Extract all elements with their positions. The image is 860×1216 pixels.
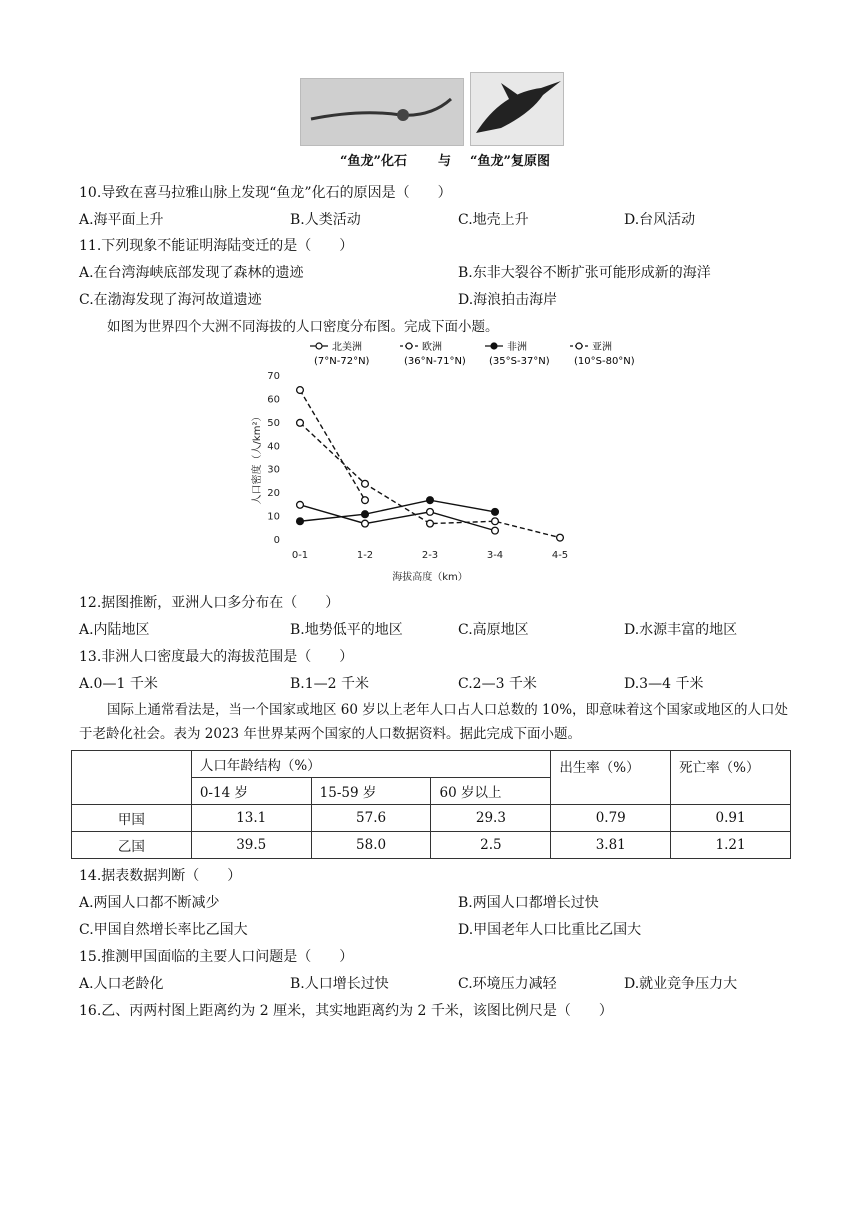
data-point [297,419,304,426]
data-point [427,508,434,515]
q15-option-a[interactable]: A.人口老龄化 [79,976,164,992]
question-16: 16.乙、丙两村图上距离约为 2 厘米，其实地距离约为 2 千米，该图比例尺是（ ） [79,1003,613,1019]
legend-range: (10°S-80°N) [574,356,635,367]
q12-option-a[interactable]: A.内陆地区 [79,622,150,638]
cell-0-14: 13.1 [191,805,311,832]
question-11: 11.下列现象不能证明海陆变迁的是（ ） [79,238,354,254]
question-13: 13.非洲人口密度最大的海拔范围是（ ） [79,649,354,665]
fossil-caption-connector: 与 [438,154,452,169]
fossil-image [301,79,463,145]
cell-death-rate: 0.91 [671,805,791,832]
question-12: 12.据图推断，亚洲人口多分布在（ ） [79,595,340,611]
q14-option-d[interactable]: D.甲国老年人口比重比乙国大 [458,922,642,938]
data-point [492,527,499,534]
y-tick-label: 70 [267,371,280,382]
population-table [71,750,791,859]
table-row [72,832,791,859]
q15-option-d[interactable]: D.就业竞争压力大 [624,976,738,992]
cell-birth-rate: 3.81 [551,832,671,859]
data-point [297,501,304,508]
q14-option-b[interactable]: B.两国人口都增长过快 [458,895,599,911]
q13-option-a[interactable]: A.0—1 千米 [79,676,158,692]
age-60-header: 60 岁以上 [431,778,551,805]
x-tick-label: 2-3 [421,550,439,561]
y-tick-label: 10 [267,511,280,523]
y-tick-label: 0 [273,535,280,546]
q11-option-b[interactable]: B.东非大裂谷不断扩张可能形成新的海洋 [458,265,711,281]
fossil-caption: “鱼龙”化石 [340,154,407,169]
q10-option-b[interactable]: B.人类活动 [290,212,361,228]
legend-marker [491,343,497,349]
fossil-photo [300,78,464,146]
q10-option-c[interactable]: C.地壳上升 [458,212,529,228]
q11-option-a[interactable]: A.在台湾海峡底部发现了森林的遗迹 [79,265,304,281]
age-0-14-header: 0-14 岁 [191,778,311,805]
data-point [362,520,369,527]
y-tick-label: 60 [267,394,280,406]
data-point [427,497,434,504]
q11-option-d[interactable]: D.海浪拍击海岸 [458,292,558,308]
restoration-caption: “鱼龙”复原图 [470,154,550,169]
age-15-59-header: 15-59 岁 [311,778,431,805]
q14-option-a[interactable]: A.两国人口都不断减少 [79,895,220,911]
data-point [362,511,369,518]
q15-option-c[interactable]: C.环境压力减轻 [458,976,557,992]
cell-60: 2.5 [431,832,551,859]
legend-range: (7°N-72°N) [314,356,370,367]
table-row [72,805,791,832]
data-point [427,520,434,527]
country-name: 乙国 [72,832,192,859]
q14-option-c[interactable]: C.甲国自然增长率比乙国大 [79,922,248,938]
data-point [297,518,304,525]
data-point [297,387,304,394]
question-10: 10.导致在喜马拉雅山脉上发现“鱼龙”化石的原因是（ ） [79,185,452,201]
series-line-3 [300,390,365,500]
data-point [492,518,499,525]
q10-option-a[interactable]: A.海平面上升 [79,212,164,228]
legend-marker [576,343,582,349]
question-15: 15.推测甲国面临的主要人口问题是（ ） [79,949,354,965]
ichthyosaur-drawing [471,73,563,145]
x-tick-label: 0-1 [291,550,309,561]
legend-range: (35°S-37°N) [489,356,550,367]
y-tick-label: 40 [267,441,280,453]
y-tick-label: 30 [267,464,280,476]
ichthyosaur-restoration [470,72,564,146]
y-tick-label: 20 [267,488,280,500]
table-corner-cell [72,751,192,805]
legend-range: (36°N-71°N) [404,356,466,367]
population-density-chart [240,340,650,585]
legend-entry: 北美洲 [332,342,362,353]
data-point [557,534,564,541]
data-point [492,508,499,515]
legend-entry: 非洲 [507,342,527,353]
legend-entry: 亚洲 [592,342,612,353]
legend-marker [316,343,322,349]
data-point [362,480,369,487]
q11-option-c[interactable]: C.在渤海发现了海河故道遗迹 [79,292,262,308]
x-tick-label: 3-4 [486,550,504,561]
q13-option-b[interactable]: B.1—2 千米 [290,676,370,692]
x-axis-label: 海拔高度（km） [392,572,468,583]
age-structure-header: 人口年龄结构（%） [191,751,550,778]
birth-rate-header: 出生率（%） [551,751,671,805]
chart-intro: 如图为世界四个大洲不同海拔的人口密度分布图。完成下面小题。 [107,319,499,335]
question-14: 14.据表数据判断（ ） [79,868,242,884]
q12-option-b[interactable]: B.地势低平的地区 [290,622,403,638]
x-tick-label: 4-5 [551,550,569,561]
y-axis-label: 人口密度（人/km²） [252,411,263,505]
country-name: 甲国 [72,805,192,832]
legend-entry: 欧洲 [422,342,442,353]
cell-death-rate: 1.21 [671,832,791,859]
cell-15-59: 57.6 [311,805,431,832]
q13-option-c[interactable]: C.2—3 千米 [458,676,537,692]
q12-option-d[interactable]: D.水源丰富的地区 [624,622,738,638]
q10-option-d[interactable]: D.台风活动 [624,212,696,228]
x-tick-label: 1-2 [356,550,374,561]
cell-0-14: 39.5 [191,832,311,859]
table-intro: 国际上通常看法是，当一个国家或地区 60 岁以上老年人口占人口总数的 10%，即意味着这个国家或地区的人口处于老龄化社会。表为 2023 年世界某两个国家的人口数据资料。据此完成下面小题。 [79,702,789,742]
data-point [362,497,369,504]
cell-15-59: 58.0 [311,832,431,859]
q13-option-d[interactable]: D.3—4 千米 [624,676,704,692]
q12-option-c[interactable]: C.高原地区 [458,622,529,638]
cell-birth-rate: 0.79 [551,805,671,832]
y-tick-label: 50 [267,417,280,429]
death-rate-header: 死亡率（%） [671,751,791,805]
q15-option-b[interactable]: B.人口增长过快 [290,976,389,992]
cell-60: 29.3 [431,805,551,832]
legend-marker [406,343,412,349]
